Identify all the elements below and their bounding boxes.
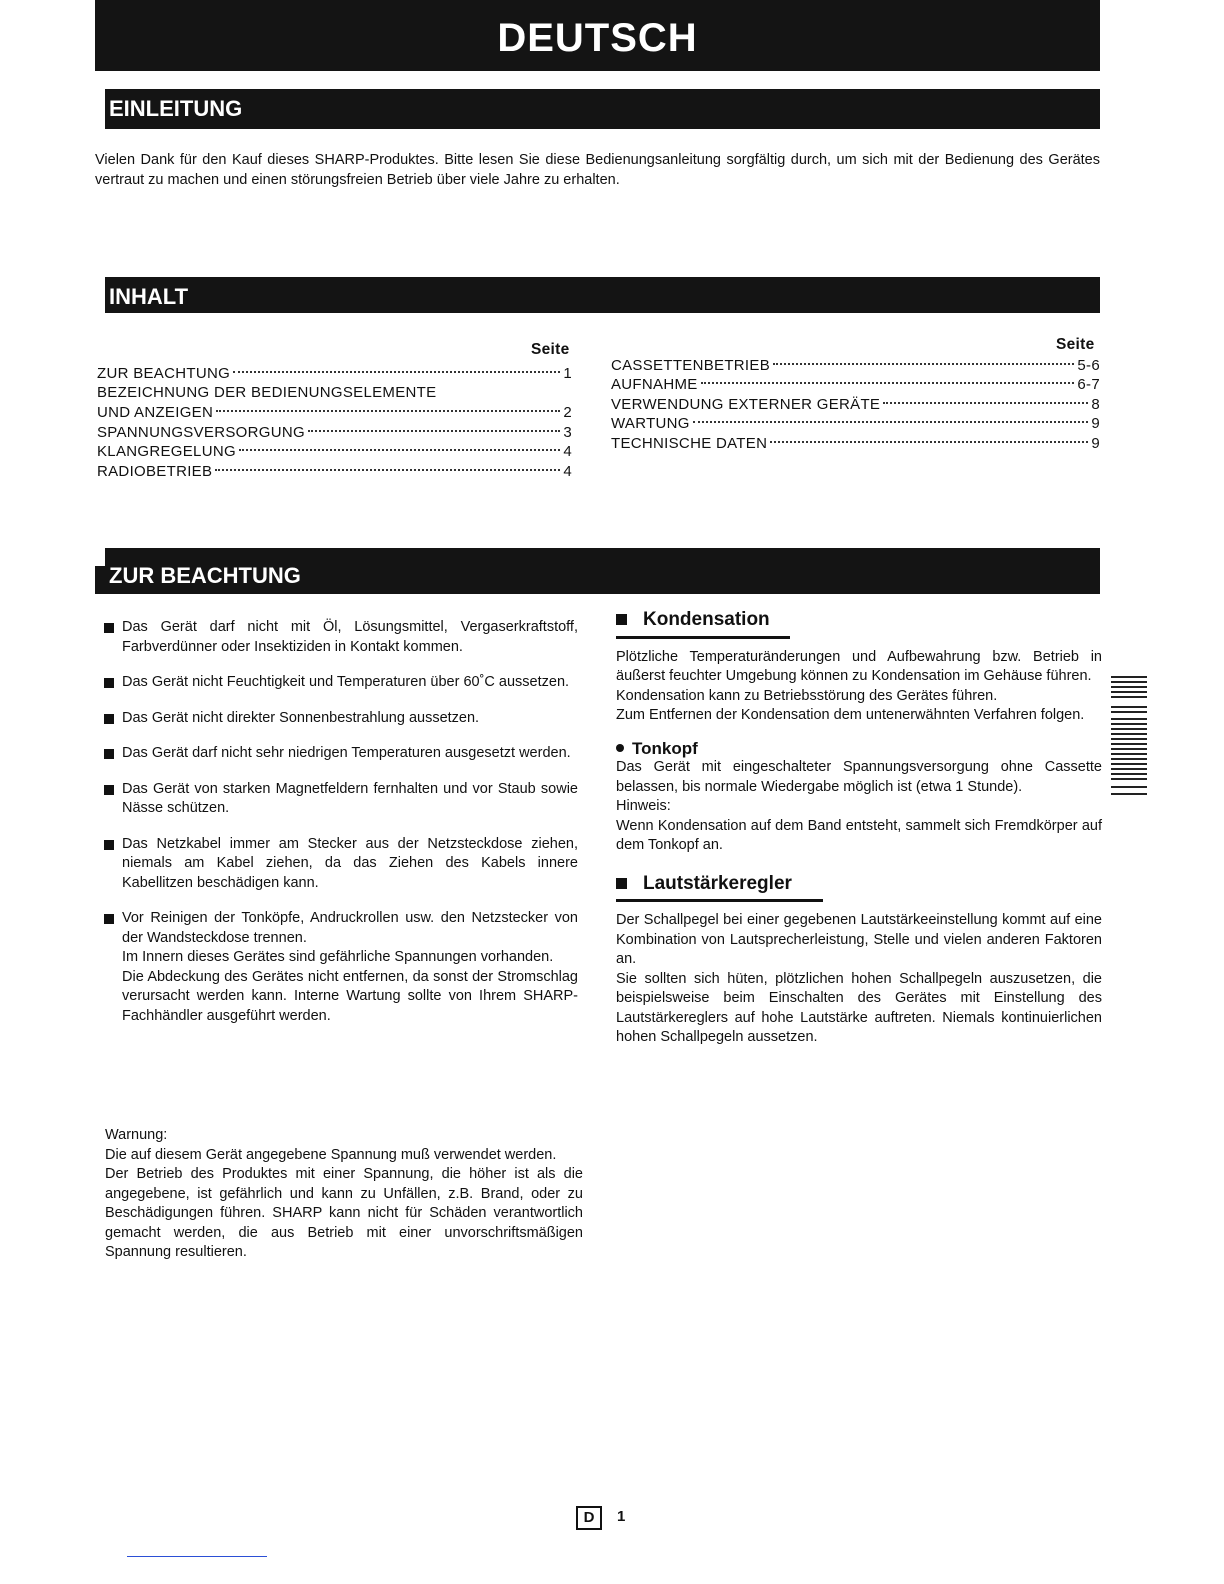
warning-block (105, 1126, 583, 1263)
language-indicator-box: D (576, 1506, 602, 1530)
paragraph: Plötzliche Temperaturänderungen und Aufbewahrung bzw. Betrieb in äußerst feuchter Umgebung können zu Kondensation im Gehäuse führen. (616, 648, 1102, 684)
page-title: DEUTSCH (497, 16, 698, 60)
bullet-square-icon (616, 614, 627, 625)
warning-label: Warnung: (105, 1127, 168, 1143)
page-number: 1 (617, 1508, 626, 1525)
volume-heading: Lautstärkeregler (616, 874, 1102, 894)
list-item: Das Netzkabel immer am Stecker aus der Netzsteckdose ziehen, niemals am Kabel ziehen, da das Ziehen des Kabels innere Kabellitzen beschädigen kann. (104, 835, 578, 894)
list-item: Das Gerät nicht Feuchtigkeit und Temperaturen über 60˚C aussetzen. (104, 673, 578, 693)
list-item: Das Gerät darf nicht mit Öl, Lösungsmittel, Vergaserkraftstoff, Farbverdünner oder Insektiziden in Kontakt kommen. (104, 618, 578, 657)
hinweis-label: Hinweis: (616, 798, 671, 814)
list-item: Das Gerät von starken Magnetfeldern fernhalten und vor Staub sowie Nässe schützen. (104, 780, 578, 819)
toc-seite-label-left: Seite (531, 341, 570, 358)
bullet-square-icon (104, 623, 114, 633)
section-title: ZUR BEACHTUNG (109, 563, 301, 588)
paragraph: Das Gerät mit eingeschalteter Spannungsversorgung ohne Cassette belassen, bis normale Wiedergabe möglich ist (etwa 1 Stunde). (616, 759, 1102, 795)
paragraph: Kondensation kann zu Betriebsstörung des Gerätes führen. (616, 687, 998, 704)
precautions-column (104, 618, 578, 1042)
toc-seite-label-right: Seite (1056, 336, 1095, 353)
page-title-banner (95, 0, 1100, 71)
list-item: Das Gerät darf nicht sehr niedrigen Temperaturen ausgesetzt werden. (104, 744, 578, 764)
bullet-square-icon (104, 785, 114, 795)
paragraph: Zum Entfernen der Kondensation dem untenerwähnten Verfahren folgen. (616, 707, 1085, 723)
paragraph: Der Schallpegel bei einer gegebenen Lautstärkeeinstellung kommt auf eine Kombination von Lautsprecherleistung, Stelle und vielen anderen Faktoren an. (616, 912, 1102, 967)
bullet-square-icon (616, 878, 627, 889)
toc-entry[interactable]: ZUR BEACHTUNG 1 (97, 365, 572, 382)
list-item: Vor Reinigen der Tonköpfe, Andruckrollen usw. den Netzstecker von der Wandsteckdose trennen. Im Innern dieses Gerätes sind gefährliche Spannungen vorhanden. Die Abdeckung des Gerätes nicht entfernen, da sonst der Stromschlag verursacht werden kann. Interne Wartung sollte von Ihrem SHARP-Fachhändler ausgeführt werden. (104, 909, 578, 1026)
section-heading-inhalt (95, 277, 1100, 313)
toc-entry[interactable]: BEZEICHNUNG DER BEDIENUNGSELEMENTE (97, 384, 437, 401)
bullet-square-icon (104, 840, 114, 850)
bullet-square-icon (104, 714, 114, 724)
toc-entry[interactable]: AUFNAHME 6-7 (611, 376, 1100, 393)
paragraph: Sie sollten sich hüten, plötzlichen hohen Schallpegeln auszusetzen, die beispielsweise beim Einschalten des Gerätes mit Einstellung des Lautstärkereglers auf hohe Lautstärke auftreten. Niemals kontinuierlichen hohen Schallpegeln aussetzen. (616, 970, 1102, 1045)
bullet-square-icon (104, 749, 114, 759)
intro-paragraph: Vielen Dank für den Kauf dieses SHARP-Produktes. Bitte lesen Sie diese Bedienungsanleitung sorgfältig durch, um sich mit der Bedienung des Gerätes vertraut zu machen und einen störungsfreien Betrieb über viele Jahre zu erhalten. (95, 152, 1100, 188)
section-title: INHALT (109, 284, 189, 309)
toc-entry[interactable]: CASSETTENBETRIEB 5-6 (611, 357, 1100, 374)
toc-entry[interactable]: UND ANZEIGEN 2 (97, 404, 572, 421)
tonkopf-heading: Tonkopf (616, 739, 1102, 759)
bullet-square-icon (104, 678, 114, 688)
list-item: Das Gerät nicht direkter Sonnenbestrahlung aussetzen. (104, 709, 578, 729)
section-title: EINLEITUNG (109, 96, 243, 121)
condensation-heading: Kondensation (616, 610, 1102, 630)
toc-entry[interactable]: RADIOBETRIEB 4 (97, 463, 572, 480)
toc-entry[interactable]: SPANNUNGSVERSORGUNG 3 (97, 424, 572, 441)
toc-entry[interactable]: KLANGREGELUNG 4 (97, 443, 572, 460)
bullet-square-icon (104, 914, 114, 924)
condensation-section (616, 610, 1102, 1048)
warning-text: Der Betrieb des Produktes mit einer Spannung, die höher ist als die angegebene, ist gefährlich und kann zu Unfällen, z.B. Brand, oder zu Beschädigungen führen. SHARP kann nicht für Schäden verantwortlich gemacht werden, die aus Betrieb mit einer unvorschriftsmäßigen Spannung resultieren. (105, 1166, 583, 1260)
toc-entry[interactable]: VERWENDUNG EXTERNER GERÄTE 8 (611, 396, 1100, 413)
divider (127, 1556, 267, 1557)
bullet-dot-icon (616, 744, 624, 752)
toc-entry[interactable]: TECHNISCHE DATEN 9 (611, 435, 1100, 452)
paragraph: Wenn Kondensation auf dem Band entsteht, sammelt sich Fremdkörper auf dem Tonkopf an. (616, 817, 1102, 853)
toc-entry[interactable]: WARTUNG 9 (611, 415, 1100, 432)
section-heading-einleitung (95, 89, 1100, 129)
warning-text: Die auf diesem Gerät angegebene Spannung muß verwendet werden. (105, 1146, 557, 1163)
section-heading-beachtung (95, 548, 1100, 594)
